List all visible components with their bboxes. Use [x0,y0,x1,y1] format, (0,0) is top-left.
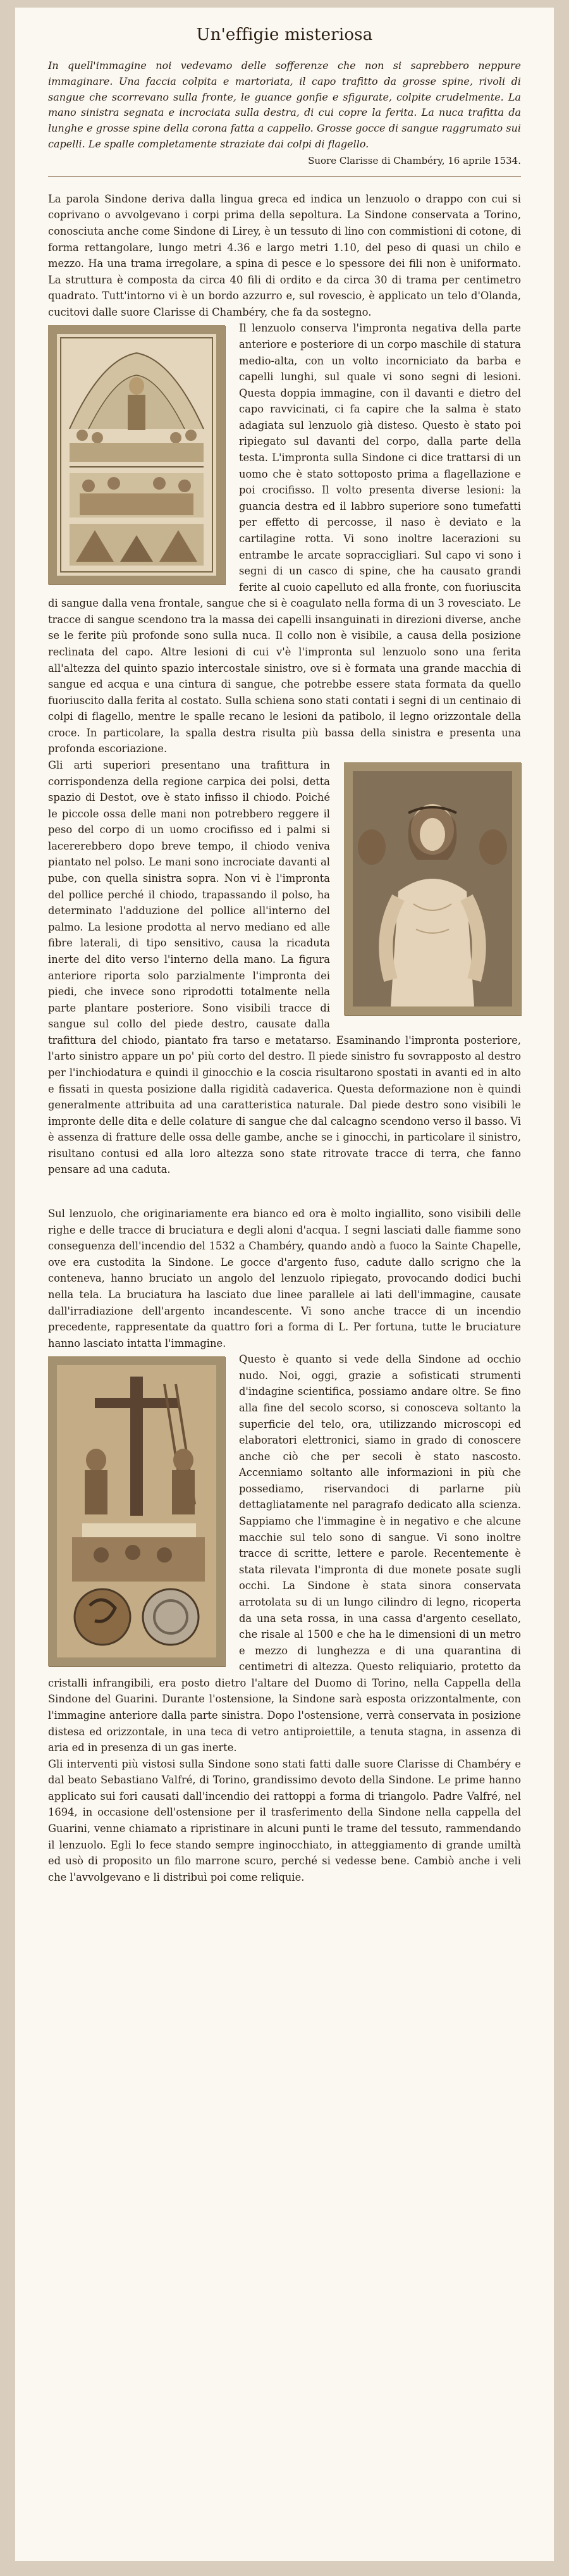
epigraph-quote: In quell'immagine noi vedevamo delle sofferenze che non si saprebbero neppure immaginare. Una faccia colpita e martoriata, il capo trafitto da grosse spine, rivoli di sangue che scorrevano sulla fronte, le guance gonfie e sfigurate, colpite crudelmente. La mano sinistra segnata e incrociata sulla destra, di cui copre la ferita. La nuca trafitta da lunghe e grosse spine della corona fatta a cappello. Grosse gocce di sangue raggrumato sui capelli. Le spalle completamente straziate dai colpi di flagello. [48,59,521,150]
paragraph-burns: Sul lenzuolo, che originariamente era bianco ed ora è molto ingiallito, sono visibili delle righe e delle tracce di bruciatura e degli aloni d'acqua. I segni lasciati dalle fiamme sono conseguenza dell'incendio del 1532 a Chambéry, quando andò a fuoco la Sainte Chapelle, ove era custodita la Sindone. Le gocce d'argento fuso, cadute dallo scrigno che la conteneva, hanno bruciato un angolo del lenzuolo ripiegato, provocando dodici buchi nella tela. La bruciatura ha lasciato due linee parallele ai lati dell'immagine, causate dall'irradiazione dell'argento incandescente. Vi sono anche tracce di un incendio precedente, rappresentate da quattro fori a forma di L. Per fortuna, tutte le bruciature hanno lasciato intatta l'immagine. [48,1208,521,1349]
painting-icon [57,334,216,576]
paragraph-imprint: Il lenzuolo conserva l'impronta negativa della parte anteriore e posteriore di un corpo maschile di statura medio-alta, con un volto incorniciato da barba e capelli lunghi, sul quale vi sono segni di lesioni. Questa doppia immagine, con il davanti e dietro del capo ravvicinati, ci fa capire che la salma è stato adagiata sul lenzuolo già disteso. Questo è stato poi ripiegato sul davanti del corpo, dalla parte della testa. L'impronta sulla Sindone ci dice trattarsi di un uomo che è stato sottoposto prima a flagellazione e poi crocifisso. Il volto presenta diverse lesioni: la guancia destra ed il labbro superiore sono tumefatti per effetto di percosse, il naso è deviato e la cartilagine rotta. Vi sono inoltre lacerazioni su entrambe le arcate sopraccigliari. Sul capo vi sono i segni di un casco di spine, che ha causato grandi ferite al cuoio capelluto ed alla fronte, con fuoriuscita di sangue dalla vena frontale, sangue che si è coagulato nella forma di un 3 rovesciato. Le tracce di sangue scendono tra la massa dei capelli insanguinati in direzioni diverse, anche se le ferite più profonde sono sulla nuca. Il collo non è visibile, a causa della posizione reclinata del capo. Altre lesioni di cui v'è l'impronta sul lenzuolo sono una ferita all'altezza del quinto spazio intercostale sinistro, ove si è formata una grande macchia di sangue ed acqua e una cintura di sangue, che potrebbe essere stata formata da quello fuoriuscito dalla ferita al costato. Sulla schiena sono stati contati i segni di un centinaio di colpi di flagello, mentre le spalle recano le lesioni da patibolo, il legno orizzontale della croce. In particolare, la spalla destra risulta più bassa della sinistra e presenta una profonda escoriazione. [48,322,521,755]
paragraph-interventions: Gli interventi più vistosi sulla Sindone sono stati fatti dalle suore Clarisse di Chambéry e dal beato Sebastiano Valfré, di Torino, grandissimo devoto della Sindone. Le prime hanno applicato sui fori causati dall'incendio dei rattoppi a forma di triangolo. Padre Valfré, nel 1694, in occasione dell'ostensione per il trasferimento della Sindone nella cappella del Guarini, venne chiamato a ripristinare in alcuni punti le trame del tessuto, rammendando il lenzuolo. Egli lo fece stando sempre inginocchiato, in atteggiamento di grande umiltà ed usò di proposito un filo marrone scuro, perché si vedesse bene. Cambiò anche i veli che l'avvolgevano e li distribuì poi come reliquie. [48,1757,521,1883]
epigraph-source: Suore Clarisse di Chambéry, 16 aprile 1534. [308,154,521,166]
painting-icon [353,771,512,1006]
divider [48,176,521,177]
paragraph-intro: La parola Sindone deriva dalla lingua greca ed indica un lenzuolo o drappo con cui si coprivano o avvolgevano i corpi prima della sepoltura. La Sindone conservata a Torino, conosciuta anche come Sindone di Lirey, è un tessuto di lino con commistioni di cotone, di forma rettangolare, lungo metri 4.36 e largo metri 1.10, del peso di quasi un chilo e mezzo. Ha una trama irregolare, a spina di pesce e lo spessore dei fili non è uniformato. La struttura è composta da circa 40 fili di ordito e da circa 30 di trama per centimetro quadrato. Tutt'intorno vi è un bordo azzurro e, sul rovescio, è applicato un telo d'Olanda, cucitovi dalle suore Clarisse di Chambéry, che fa da sostegno. [48,192,521,318]
paragraph-science: Questo è quanto si vede della Sindone ad occhio nudo. Noi, oggi, grazie a sofisticati strumenti d'indagine scientifica, possiamo andare oltre. Se fino alla fine del secolo scorso, si conosceva soltanto la superficie del telo, ora, utilizzando microscopi ed elaboratori elettronici, siamo in grado di conoscere anche ciò che per secoli è stato nascosto. Accenniamo soltanto alle informazioni in più che possediamo, riservandoci di parlarne più dettagliatamente nel paragrafo dedicato alla scienza. Sappiamo che l'immagine è in negativo e che alcune macchie sul telo sono di sangue. Vi sono inoltre tracce di scritte, lettere e parole. Recentemente è stata rilevata l'impronta di due monete posate sugli occhi. La Sindone è stata sinora conservata arrotolata su di un lungo cilindro di legno, ricoperta da una seta rossa, in una cassa d'argento cesellato, che risale al 1500 e che ha le dimensioni di un metro e mezzo di lunghezza e di una quarantina di centimetri di altezza. Questo reliquiario, protetto da cristalli infrangibili, era posto dietro l'altare del Duomo di Torino, nella Cappella della Sindone del Guarini. Durante l'ostensione, la Sindone sarà esposta orizzontalmente, con l'immagine anteriore dalla parte sinistra. Dopo l'ostensione, verrà conservata in posizione distesa ed orizzontale, in una teca di vetro antiproiettile, a tenuta stagna, in assenza di aria ed in presenza di un gas inerte. [48,1353,521,1754]
paragraph-limbs: Gli arti superiori presentano una trafittura in corrispondenza della regione carpica dei polsi, detta spazio di Destot, ove è stato infisso il chiodo. Poiché le piccole ossa delle mani non potrebbero reggere il peso del corpo di un uomo crocifisso ed i palmi si lacererebbero dopo breve tempo, il chiodo veniva piantato nel polso. Le mani sono incrociate davanti al pube, con quella sinistra sopra. Non vi è l'impronta del pollice perché il chiodo, trapassando il polso, ha determinato l'adduzione del pollice all'interno del palmo. La lesione prodotta al nervo mediano ed alle fibre laterali, di tipo sensitivo, causa la ricaduta inerte del dito verso l'interno della mano. La figura anteriore riporta solo parzialmente l'impronta dei piedi, che invece sono riprodotti totalmente nella parte plantare posteriore. Sono visibili tracce di sangue sul collo del piede destro, causate dalla trafittura del chiodo, piantato fra tarso e metatarso. Esaminando l'impronta posteriore, l'arto sinistro appare un po' più corto del destro. Il piede sinistro fu sovrapposto al destro per l'inchiodatura e quindi il ginocchio e la coscia risultarono spostati in avanti ed in alto e fissati in questa posizione dalla rigidità cadaverica. Questa deformazione non è quindi generalmente attribuita ad una caratteristica naturale. Dal piede destro sono visibili le impronte delle dita e delle colature di sangue che dal calcagno scendono verso il basso. Vi è assenza di fratture delle ossa delle gambe, anche se i ginocchi, in particolare il sinistro, risultano contusi ed alla loro altezza sono state ritrovate tracce di terra, che fanno pensare ad una caduta. [48,759,521,1176]
ecce-homo-image [344,762,521,1015]
deposition-image [48,1356,225,1666]
fresco-image [48,325,225,585]
article-title: Un'effigie misteriosa [196,25,373,44]
article-page [15,8,554,2561]
painting-icon [57,1365,216,1657]
